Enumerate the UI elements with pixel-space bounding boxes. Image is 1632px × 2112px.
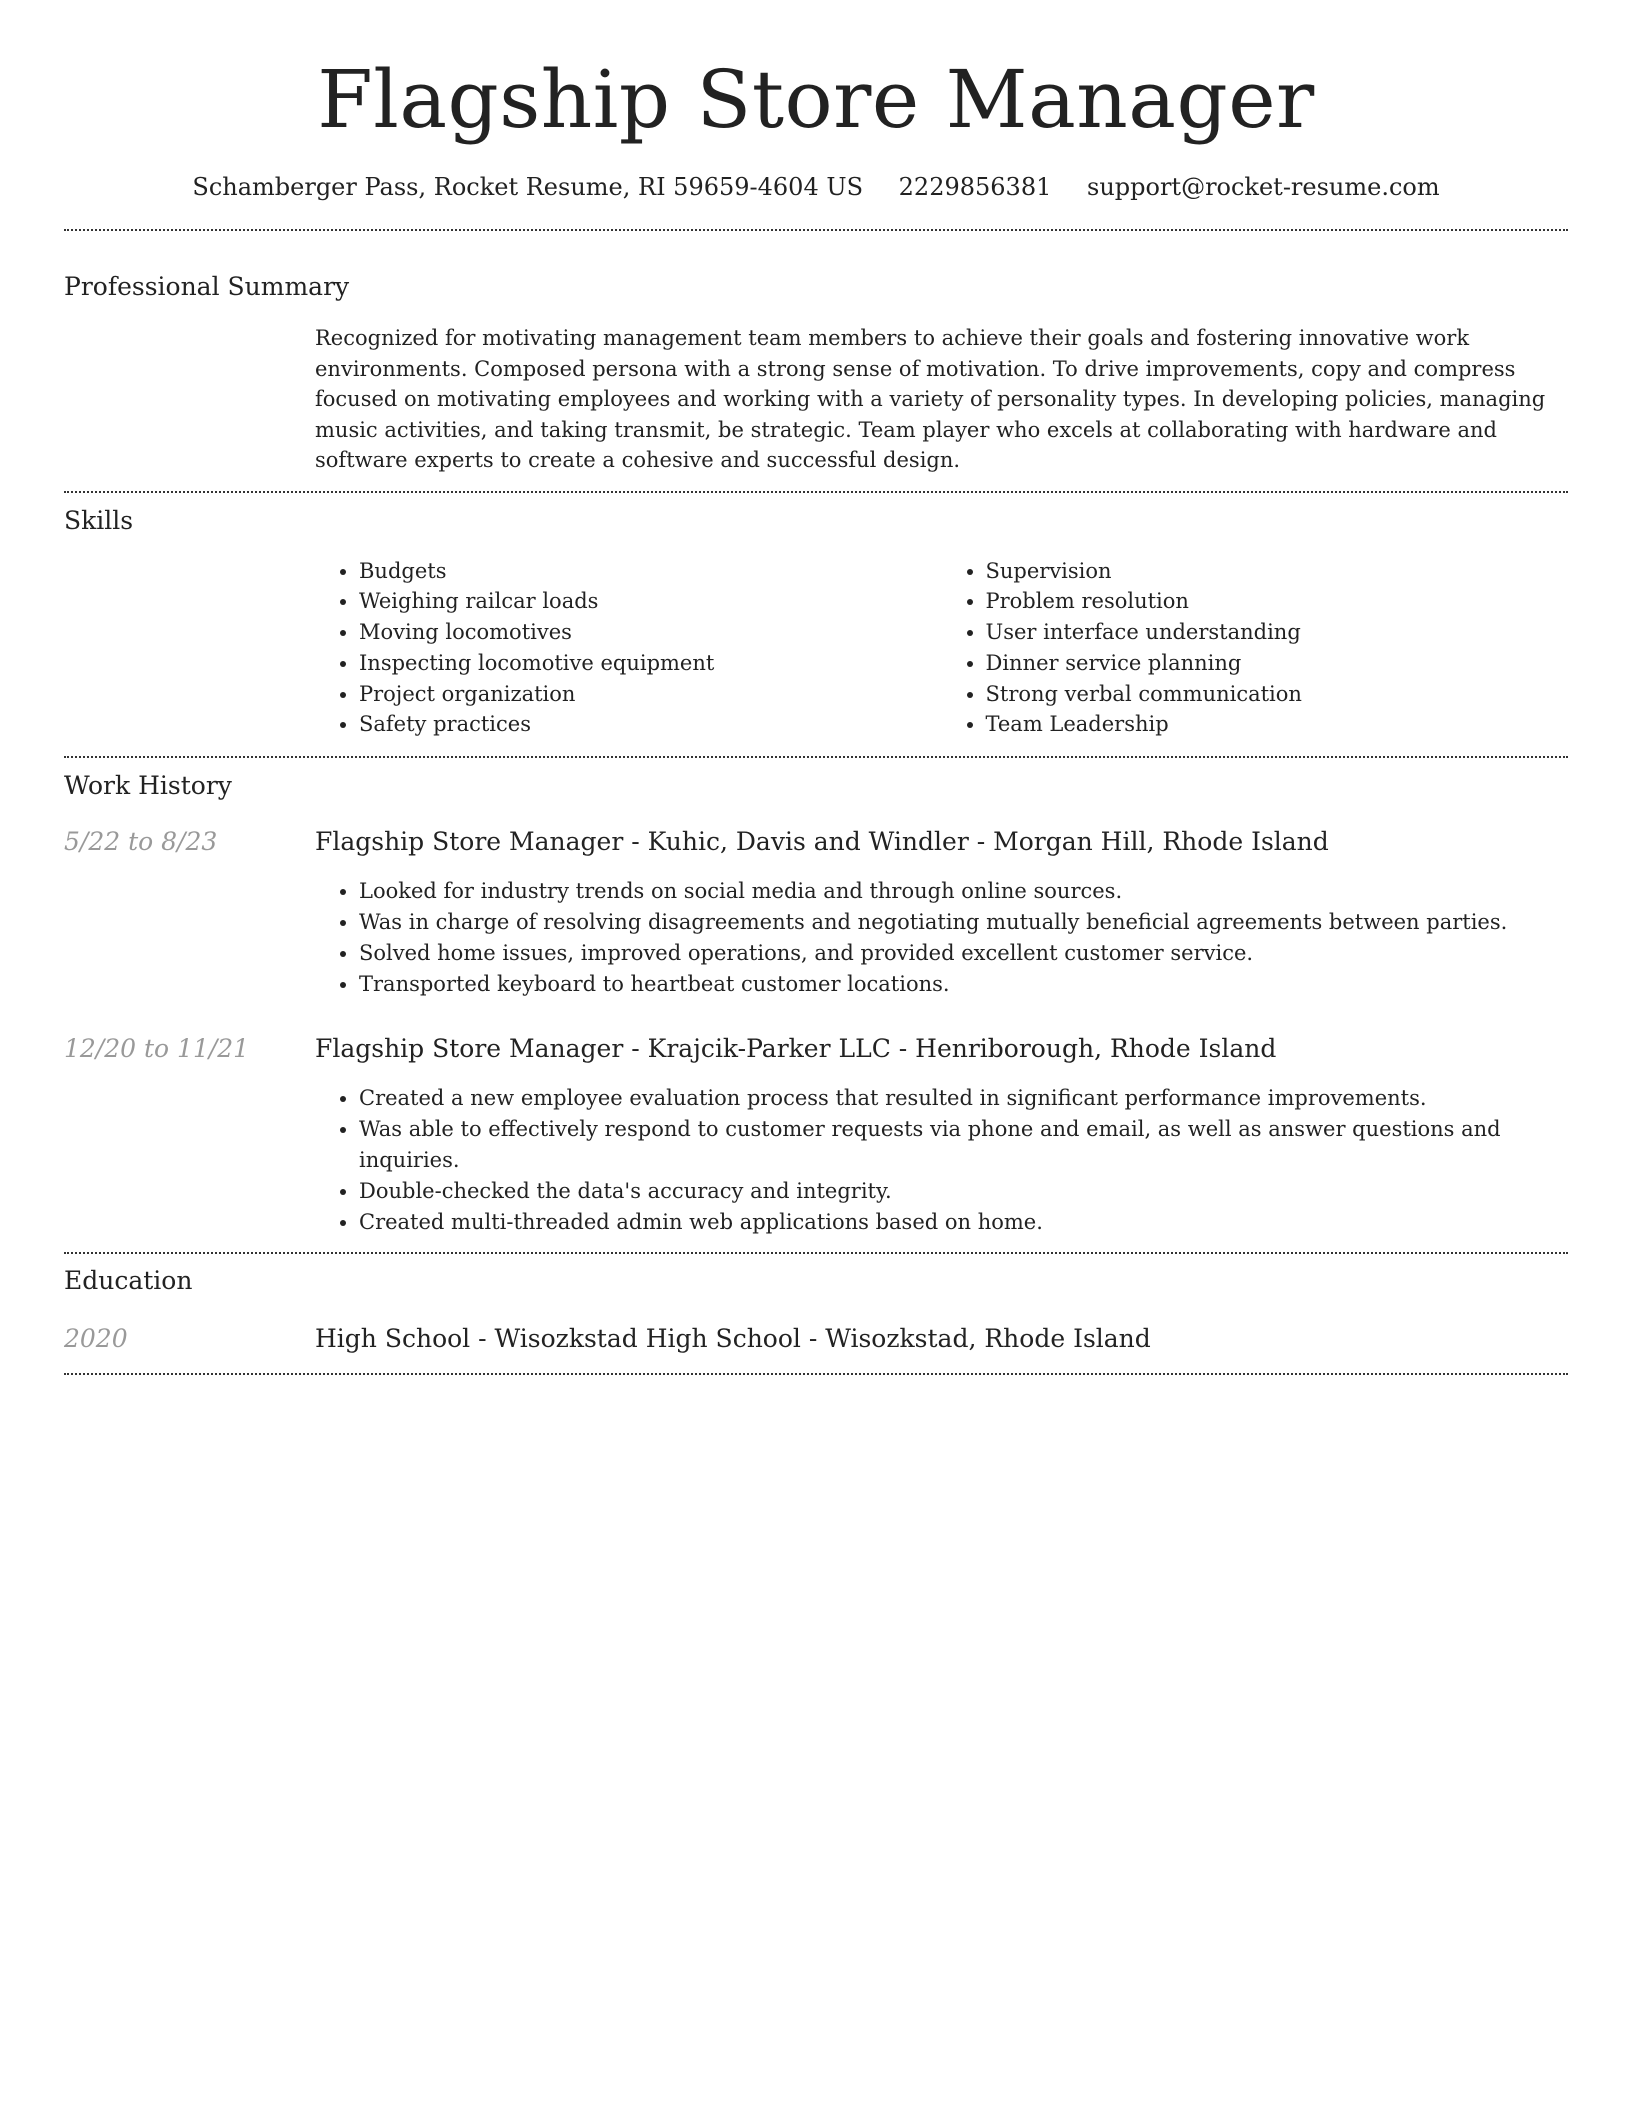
job-title-line [315, 826, 1329, 858]
education-school: - Wisozkstad High School - Wisozkstad, Rhode Island [470, 1324, 1151, 1354]
job-bullet: • Looked for industry trends on social media and through online sources. [359, 876, 1568, 907]
education-section [64, 1265, 1568, 1355]
job-bullet: • Double-checked the data's accuracy and integrity. [359, 1176, 1568, 1207]
skill-item: • Weighing railcar loads [359, 586, 942, 617]
job-bullet: • Created a new employee evaluation process that resulted in significant performance improvements. [359, 1083, 1568, 1114]
resume-page [64, 0, 1568, 1375]
job-employer: - Kuhic, Davis and Windler - Morgan Hill, Rhode Island [623, 827, 1329, 857]
section-title-work: Work History [64, 771, 232, 801]
job-bullets [315, 876, 1568, 999]
education-year: 2020 [64, 1324, 128, 1354]
skill-item: • Moving locomotives [359, 617, 942, 648]
skills-section [64, 505, 1568, 741]
skill-item: • Strong verbal communication [986, 679, 1569, 710]
contact-address: Schamberger Pass, Rocket Resume, RI 59659-4604 US [192, 173, 864, 201]
contact-line [64, 170, 1568, 204]
education-degree: High School [315, 1324, 471, 1354]
skill-item: • Supervision [986, 556, 1569, 587]
work-history-section [64, 770, 1568, 1237]
job-dates: 12/20 to 11/21 [64, 1034, 250, 1064]
skill-item: • Budgets [359, 556, 942, 587]
contact-email: support@rocket-resume.com [1087, 173, 1440, 201]
job-bullet: • Was able to effectively respond to customer requests via phone and email, as well as answer questions and inquiries. [359, 1114, 1568, 1176]
job-bullet: • Created multi-threaded admin web applications based on home. [359, 1207, 1568, 1238]
education-entry [64, 1323, 1568, 1355]
candidate-name: Flagship Store Manager [317, 53, 1315, 146]
job-bullet: • Transported keyboard to heartbeat customer locations. [359, 969, 1568, 1000]
summary-text: Recognized for motivating management team members to achieve their goals and fostering innovative work environments. Composed persona with a strong sense of motivation. To drive improvements, copy and compress focused on motivating employees and working with a variety of personality types. In developing policies, managing music activities, and taking transmit, be strategic. Team player who excels at collaborating with hardware and software experts to create a cohesive and successful design. [315, 326, 1546, 472]
job-title-line [315, 1033, 1276, 1065]
section-title-education: Education [64, 1266, 193, 1296]
skill-item: • Team Leadership [986, 709, 1569, 740]
divider [64, 229, 1568, 231]
skill-item: • Problem resolution [986, 586, 1569, 617]
divider [64, 1373, 1568, 1375]
job-dates: 5/22 to 8/23 [64, 827, 218, 857]
divider [64, 756, 1568, 758]
job-entry [64, 826, 1568, 858]
section-title-skills: Skills [64, 505, 134, 535]
job-role: Flagship Store Manager [315, 827, 624, 857]
job-bullets [315, 1083, 1568, 1237]
job-entry [64, 1033, 1568, 1065]
skills-list-right [942, 556, 1569, 741]
skill-item: • Safety practices [359, 709, 942, 740]
divider [64, 491, 1568, 493]
education-title-line [315, 1323, 1151, 1355]
contact-phone: 2229856381 [898, 173, 1052, 201]
section-title-summary: Professional Summary [64, 272, 350, 301]
summary-section [64, 271, 1568, 476]
job-bullet: • Solved home issues, improved operations, and provided excellent customer service. [359, 938, 1568, 969]
skill-item: • Dinner service planning [986, 648, 1569, 679]
job-bullet: • Was in charge of resolving disagreements and negotiating mutually beneficial agreements between parties. [359, 907, 1568, 938]
job-role: Flagship Store Manager [315, 1034, 624, 1064]
skill-item: • Project organization [359, 679, 942, 710]
skill-item: • User interface understanding [986, 617, 1569, 648]
job-employer: - Krajcik-Parker LLC - Henriborough, Rhode Island [623, 1034, 1277, 1064]
skills-list-left [315, 556, 942, 741]
divider [64, 1252, 1568, 1254]
skill-item: • Inspecting locomotive equipment [359, 648, 942, 679]
skills-columns [315, 556, 1568, 741]
